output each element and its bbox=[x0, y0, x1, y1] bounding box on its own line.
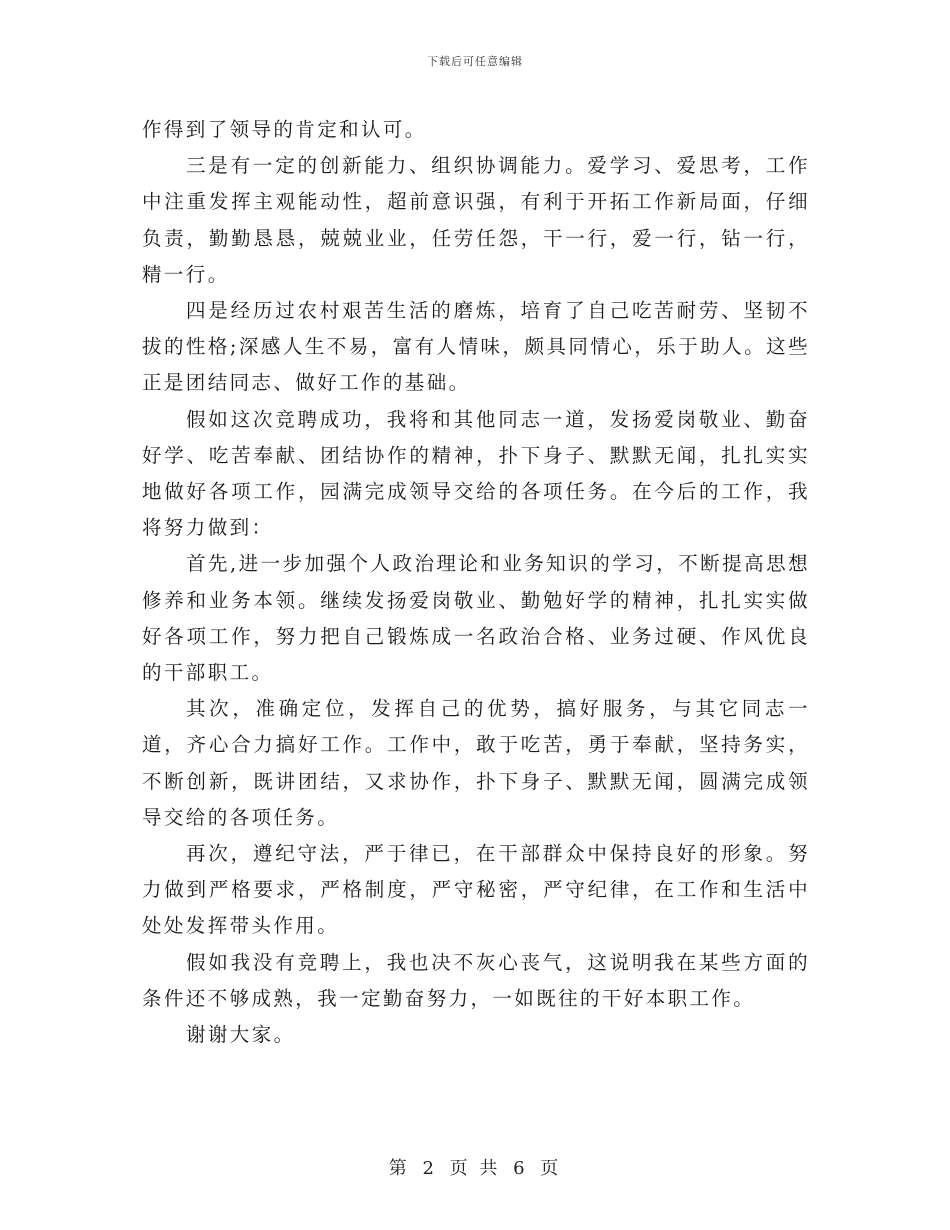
paragraph-thanks: 谢谢大家。 bbox=[186, 1023, 296, 1047]
footer-prefix: 第 bbox=[388, 1158, 410, 1179]
paragraph-continuation: 作得到了领导的肯定和认可。 bbox=[142, 118, 427, 141]
paragraph-first: 首先,进一步加强个人政治理论和业务知识的学习，不断提高思想修养和业务本领。继续发扬爱岗敬业、勤勉好学的精神，扎扎实实做好各项工作，努力把自己锻炼成一名政治合格、业务过硬、作风优良的干部职工。 bbox=[142, 552, 810, 685]
paragraph-if-unsuccessful: 假如我没有竞聘上，我也决不灰心丧气，这说明我在某些方面的条件还不够成熟，我一定勤奋努力，一如既往的干好本职工作。 bbox=[142, 950, 810, 1010]
footer-total-pages: 6 bbox=[513, 1158, 528, 1179]
document-body bbox=[142, 112, 810, 1053]
paragraph-if-successful: 假如这次竞聘成功，我将和其他同志一道，发扬爱岗敬业、勤奋好学、吃苦奉献、团结协作的精神，扑下身子、默默无闻，扎扎实实地做好各项工作，园满完成领导交给的各项任务。在今后的工作，我将努力做到： bbox=[142, 407, 810, 540]
footer-middle: 页 共 bbox=[449, 1158, 501, 1179]
page-number-footer bbox=[0, 1154, 950, 1180]
paragraph-innovation-ability: 三是有一定的创新能力、组织协调能力。爱学习、爱思考，工作中注重发挥主观能动性，超前意识强，有利于开拓工作新局面，仔细负责，勤勤恳恳，兢兢业业，任劳任怨，干一行，爱一行，钻一行，精一行。 bbox=[142, 154, 810, 286]
paragraph-third: 再次，遵纪守法，严于律已，在干部群众中保持良好的形象。努力做到严格要求，严格制度，严守秘密，严守纪律，在工作和生活中处处发挥带头作用。 bbox=[142, 842, 810, 938]
footer-current-page: 2 bbox=[422, 1158, 437, 1179]
page-header-note: 下载后可任意编辑 bbox=[427, 55, 523, 68]
paragraph-rural-experience: 四是经历过农村艰苦生活的磨炼，培育了自己吃苦耐劳、坚韧不拔的性格;深感人生不易，富有人情味，颇具同情心，乐于助人。这些正是团结同志、做好工作的基础。 bbox=[142, 299, 810, 395]
paragraph-second: 其次，准确定位，发挥自己的优势，搞好服务，与其它同志一道，齐心合力搞好工作。工作中，敢于吃苦，勇于奉献，坚持务实，不断创新，既讲团结，又求协作，扑下身子、默默无闻，圆满完成领导交给的各项任务。 bbox=[142, 697, 810, 829]
footer-suffix: 页 bbox=[540, 1158, 562, 1179]
